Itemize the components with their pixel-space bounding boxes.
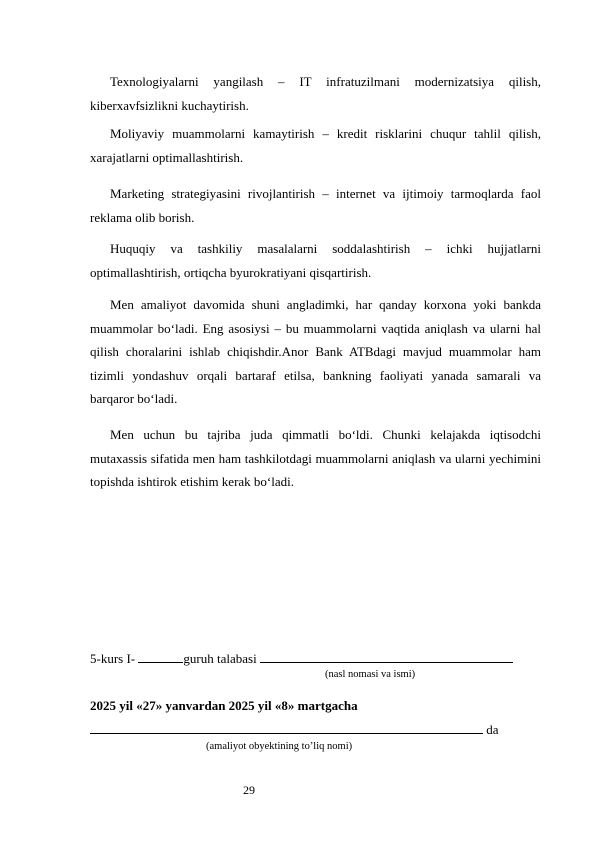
paragraph-5: Men amaliyot davomida shuni angladimki, har qanday korxona yoki bankda muammolar bo‘ladi. Eng asosiysi – bu muammolarni vaqtida aniqlash va ularni hal qilish choralarini ishlab chiqishdir.Anor Bank ATBdagi mavjud muammolar ham tizimli yondashuv orqali bartaraf etilsa, bankning faoliyati yanada samarali va barqaror bo‘ladi. <box>90 297 541 406</box>
name-blank <box>260 651 513 663</box>
date-range: 2025 yil «27» yanvardan 2025 yil «8» martgacha <box>90 698 358 713</box>
paragraph-2: Moliyaviy muammolarni kamaytirish – kredit risklarini chuqur tahlil qilish, xarajatlarni optimallashtirish. <box>90 126 541 165</box>
group-label: guruh talabasi <box>183 651 260 666</box>
object-line <box>90 722 499 738</box>
paragraph-4: Huquqiy va tashkiliy masalalarni soddalashtirish – ichki hujjatlarni optimallashtirish, ortiqcha byurokratiyani qisqartirish. <box>90 241 541 280</box>
paragraph-1: Texnologiyalarni yangilash – IT infratuzilmani modernizatsiya qilish, kiberxavfsizlikni kuchaytirish. <box>90 74 541 113</box>
student-info-line <box>90 651 513 667</box>
group-blank <box>138 651 183 663</box>
object-blank <box>90 722 483 734</box>
paragraph-6: Men uchun bu tajriba juda qimmatli bo‘ldi. Chunki kelajakda iqtisodchi mutaxassis sifatida men ham tashkilotdagi muammolarni aniqlash va ularni yechimini topishda ishtirok etishim kerak bo‘ladi. <box>90 427 541 489</box>
course-prefix: 5-kurs I- <box>90 651 139 666</box>
object-caption: (amaliyot obyektining to’liq nomi) <box>206 741 353 752</box>
paragraph-3: Marketing strategiyasini rivojlantirish – internet va ijtimoiy tarmoqlarda faol reklama olib borish. <box>90 186 541 225</box>
suffix-da: da <box>483 722 499 737</box>
name-caption: (nasl nomasi va ismi) <box>325 669 416 680</box>
page-number: 29 <box>243 783 255 797</box>
